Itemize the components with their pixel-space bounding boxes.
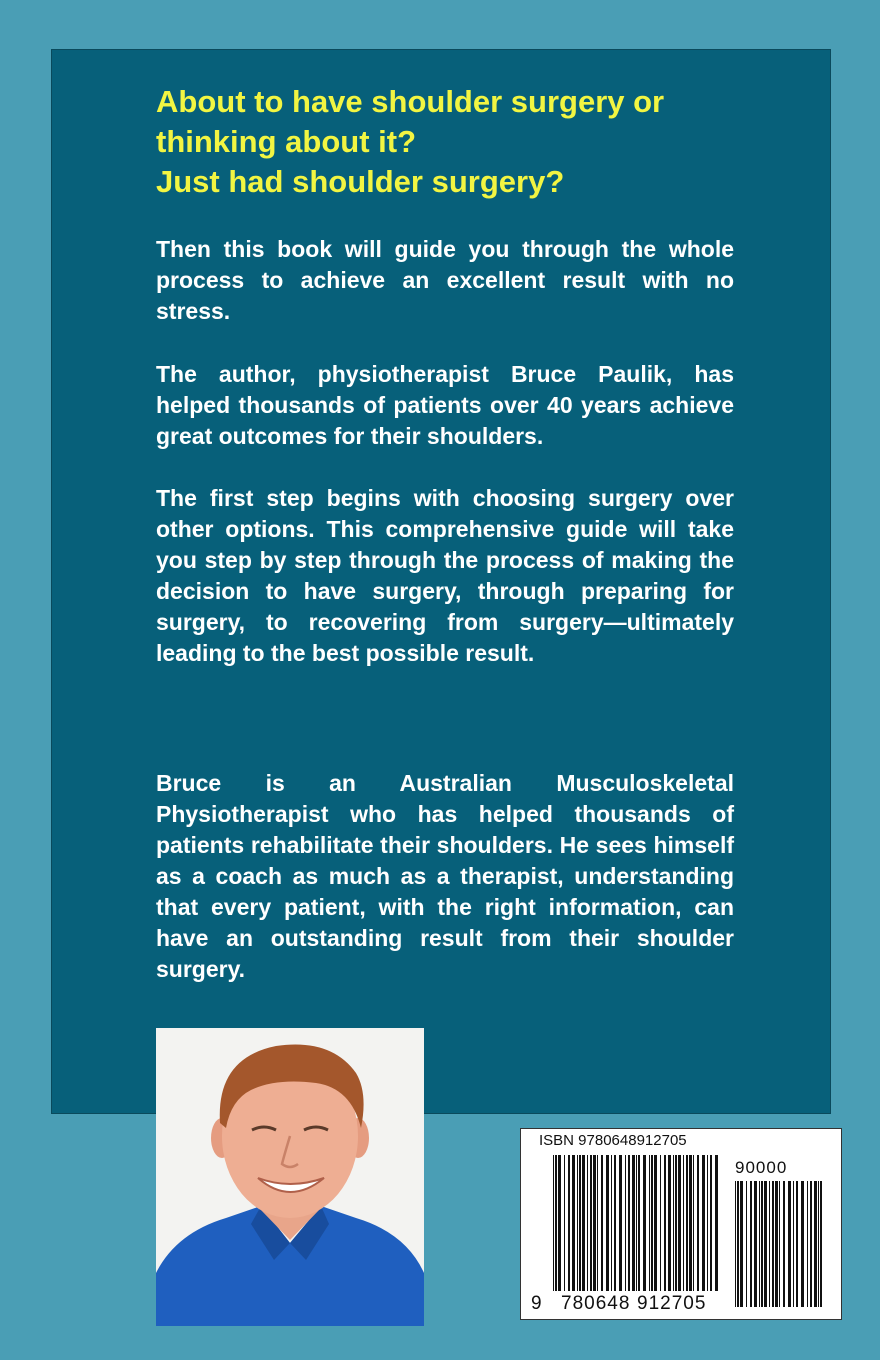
headline bbox=[156, 82, 756, 202]
ean-bar bbox=[643, 1155, 646, 1291]
addon-bar bbox=[796, 1181, 798, 1307]
ean-left-group: 780648 bbox=[561, 1293, 631, 1314]
headline-line-2: thinking about it? bbox=[156, 124, 417, 159]
addon-bar bbox=[818, 1181, 819, 1307]
addon-bar bbox=[788, 1181, 791, 1307]
ean-bar bbox=[587, 1155, 588, 1291]
ean-bar bbox=[651, 1155, 653, 1291]
headline-line-1: About to have shoulder surgery or bbox=[156, 84, 665, 119]
ean-bar bbox=[668, 1155, 671, 1291]
author-bio: Bruce is an Australian Musculoskeletal Physiotherapist who has helped thousands of patients rehabilitate their shoulders. He sees himself as a coach as much as a therapist, understanding that every patient, with the right information, can have an outstanding result from their shoulder surgery. bbox=[156, 770, 734, 982]
ean-bar bbox=[697, 1155, 699, 1291]
ean-first-digit: 9 bbox=[531, 1293, 543, 1314]
ean-bar bbox=[689, 1155, 692, 1291]
ean-bar bbox=[715, 1155, 718, 1291]
ean-bar bbox=[702, 1155, 705, 1291]
ean-bar bbox=[553, 1155, 554, 1291]
addon-bar bbox=[746, 1181, 747, 1307]
ean-bar bbox=[568, 1155, 570, 1291]
addon-bar bbox=[759, 1181, 760, 1307]
ean-bar bbox=[625, 1155, 626, 1291]
addon-bar bbox=[735, 1181, 736, 1307]
addon-bar bbox=[814, 1181, 817, 1307]
ean-bar bbox=[686, 1155, 688, 1291]
process-paragraph: The first step begins with choosing surgery over other options. This comprehensive guide will take you step by step through the process of making the decision to have surgery, through preparing for surgery, to recovering from surgery—ultimately leading to the best possible result. bbox=[156, 485, 734, 666]
ean-bar bbox=[577, 1155, 578, 1291]
addon-bar bbox=[793, 1181, 794, 1307]
ean-bar bbox=[582, 1155, 585, 1291]
addon-bar bbox=[769, 1181, 770, 1307]
ean-right-group: 912705 bbox=[637, 1293, 707, 1314]
ean-bar bbox=[611, 1155, 612, 1291]
ean-bar bbox=[636, 1155, 637, 1291]
author-portrait bbox=[156, 1028, 424, 1326]
ean-bar bbox=[638, 1155, 640, 1291]
author-photo bbox=[156, 1028, 424, 1326]
author-paragraph: The author, physiotherapist Bruce Paulik, has helped thousands of patients over 40 years achieve great outcomes for their shoulders. bbox=[156, 361, 734, 449]
ean-bar bbox=[649, 1155, 650, 1291]
ean-bar bbox=[590, 1155, 592, 1291]
ean-bar bbox=[593, 1155, 596, 1291]
intro-paragraph: Then this book will guide you through the whole process to achieve an excellent result with no stress. bbox=[156, 236, 734, 324]
ean-bar bbox=[707, 1155, 708, 1291]
addon-bar bbox=[772, 1181, 774, 1307]
ean-bar bbox=[632, 1155, 635, 1291]
ean-bar bbox=[675, 1155, 677, 1291]
ean-bar bbox=[660, 1155, 661, 1291]
headline-line-3: Just had shoulder surgery? bbox=[156, 164, 565, 199]
ean-bar bbox=[619, 1155, 622, 1291]
ean-bar bbox=[654, 1155, 657, 1291]
addon-bar bbox=[775, 1181, 778, 1307]
ean-bar bbox=[683, 1155, 684, 1291]
price-code: 90000 bbox=[735, 1158, 788, 1177]
ean-bar bbox=[614, 1155, 616, 1291]
ean-bar bbox=[678, 1155, 681, 1291]
addon-bar bbox=[820, 1181, 822, 1307]
ean-bar bbox=[606, 1155, 609, 1291]
addon-bar bbox=[737, 1181, 739, 1307]
ean-bar bbox=[673, 1155, 674, 1291]
ean-bar bbox=[601, 1155, 603, 1291]
ean-bar bbox=[597, 1155, 598, 1291]
ean-bar bbox=[564, 1155, 565, 1291]
ean-bar bbox=[558, 1155, 561, 1291]
ean-bar bbox=[628, 1155, 630, 1291]
addon-bar bbox=[750, 1181, 752, 1307]
addon-bar bbox=[740, 1181, 743, 1307]
addon-bar bbox=[764, 1181, 767, 1307]
isbn-label: ISBN 9780648912705 bbox=[539, 1132, 687, 1149]
ean-bar bbox=[664, 1155, 666, 1291]
ean-bar bbox=[693, 1155, 694, 1291]
addon-bar bbox=[779, 1181, 780, 1307]
isbn-barcode bbox=[520, 1128, 842, 1320]
ean-bar bbox=[572, 1155, 575, 1291]
addon-bar bbox=[810, 1181, 812, 1307]
ean-bar bbox=[555, 1155, 557, 1291]
addon-bar bbox=[801, 1181, 804, 1307]
addon-bar bbox=[761, 1181, 763, 1307]
addon-bar bbox=[754, 1181, 757, 1307]
addon-bar bbox=[807, 1181, 808, 1307]
ean-bar bbox=[710, 1155, 712, 1291]
addon-bar bbox=[783, 1181, 785, 1307]
ean-bar bbox=[579, 1155, 581, 1291]
